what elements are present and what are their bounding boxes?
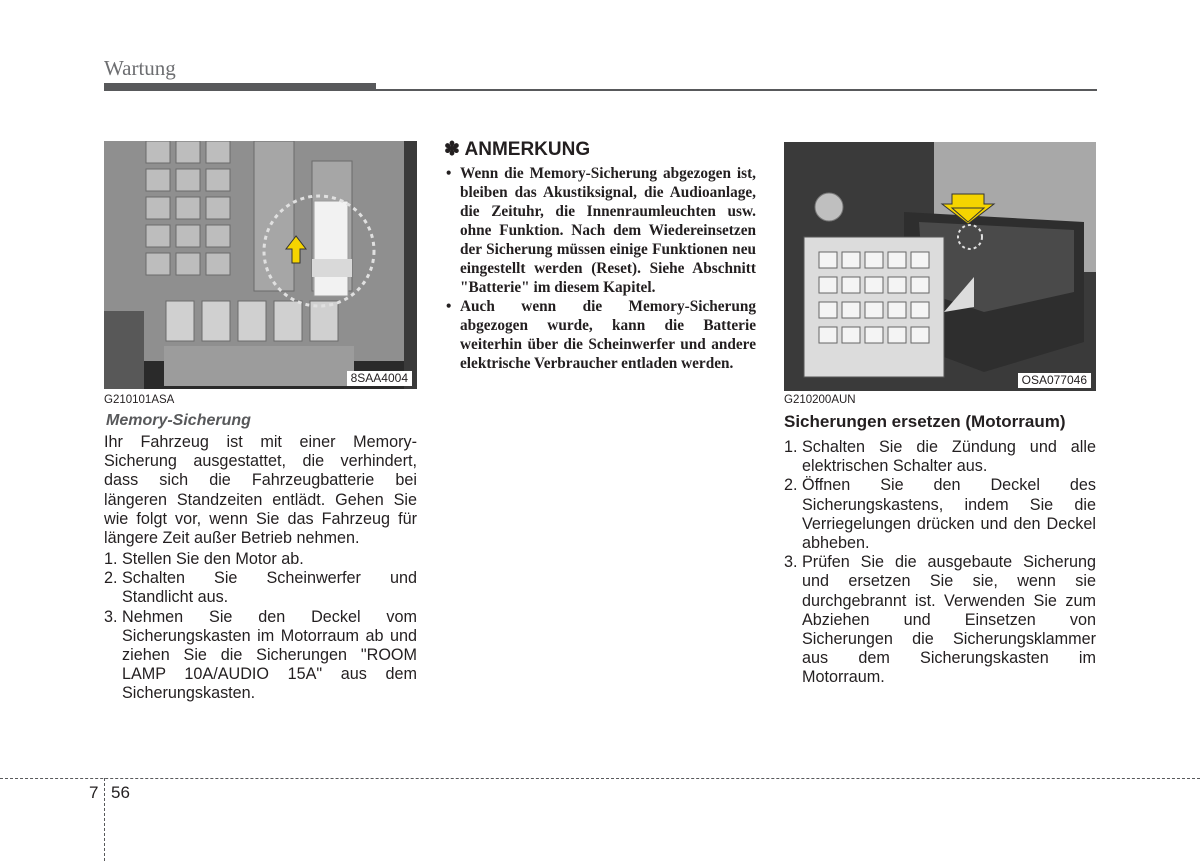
list-item <box>784 553 1096 687</box>
photo-label: OSA077046 <box>1018 373 1091 388</box>
intro-paragraph: Ihr Fahrzeug ist mit einer Memory-Sicherung ausgestattet, die verhindert, dass sich die Fahrzeugbatterie bei längeren Standzeiten entlädt. Gehen Sie wie folgt vor, wenn Sie das Fahrzeug für längere Zeit außer Betrieb nehmen. <box>104 433 417 548</box>
list-item <box>104 608 417 704</box>
list-item <box>446 164 756 297</box>
section-code: G210200AUN <box>784 394 856 406</box>
note-text: Wenn die Memory-Sicherung abgezogen ist, bleiben das Akustiksignal, die Audioanlage, die Zeituhr, die Innenraumleuchten usw. ohne Funktion. Nach dem Wiedereinsetzen der Sicherung müssen einige Funktionen neu eingestellt werden (Reset). Siehe Abschnitt "Batterie" im diesem Kapitel. <box>460 165 756 296</box>
step-text: Prüfen Sie die ausgebaute Sicherung und ersetzen Sie sie, wenn sie durchgebrannt ist. Verwenden Sie zum Abziehen und Einsetzen von Sicherungen die Sicherungsklammer aus dem Sicherungskasten im Motorraum. <box>802 553 1096 687</box>
section-title: Sicherungen ersetzen (Motorraum) <box>784 412 1066 431</box>
engine-fuse-box-illustration <box>784 142 1096 391</box>
list-item <box>784 476 1096 553</box>
footer-rule <box>0 778 1200 779</box>
note-bullet-list <box>446 164 756 373</box>
bullet-icon: • <box>446 165 452 182</box>
section-code: G210101ASA <box>104 394 175 406</box>
step-text: Schalten Sie die Zündung und alle elektrischen Schalter aus. <box>802 438 1096 476</box>
left-steps-list <box>104 550 417 704</box>
right-steps-list <box>784 438 1096 688</box>
step-text: Schalten Sie Scheinwerfer und Standlicht aus. <box>122 569 417 607</box>
page-header-title: Wartung <box>104 56 176 80</box>
step-number: 1. <box>104 550 118 568</box>
step-number: 3. <box>104 607 118 626</box>
list-item <box>104 569 417 607</box>
section-subhead: Memory-Sicherung <box>106 412 251 429</box>
header-rule <box>376 89 1097 91</box>
step-number: 3. <box>784 553 798 572</box>
step-text: Öffnen Sie den Deckel des Sicherungskastens, indem Sie die Verriegelungen drücken und den Deckel abheben. <box>802 476 1096 553</box>
step-number: 2. <box>104 569 118 588</box>
page-number: 56 <box>111 783 130 802</box>
list-item <box>446 297 756 373</box>
step-number: 2. <box>784 476 798 495</box>
note-text: Auch wenn die Memory-Sicherung abgezogen wurde, kann die Batterie weiterhin über die Scheinwerfer und andere elektrische Verbraucher entladen werden. <box>460 298 756 372</box>
note-heading <box>444 138 590 161</box>
step-text: Stellen Sie den Motor ab. <box>122 550 304 568</box>
note-asterisk-icon: ✽ <box>444 139 460 160</box>
engine-compartment-photo <box>784 142 1096 391</box>
step-number: 1. <box>784 438 798 456</box>
note-title: ANMERKUNG <box>464 139 591 160</box>
footer-divider <box>104 778 105 861</box>
step-text: Nehmen Sie den Deckel vom Sicherungskasten im Motorraum ab und ziehen Sie die Sicherungen "ROOM LAMP 10A/AUDIO 15A" aus dem Sicherungskasten. <box>122 607 417 703</box>
header-rule-dark <box>104 83 376 91</box>
fuse-box-illustration <box>104 141 417 389</box>
list-item <box>104 550 417 569</box>
chapter-number: 7 <box>89 783 99 802</box>
list-item <box>784 438 1096 476</box>
fuse-box-photo <box>104 141 417 389</box>
photo-label: 8SAA4004 <box>347 371 412 386</box>
bullet-icon: • <box>446 298 452 315</box>
